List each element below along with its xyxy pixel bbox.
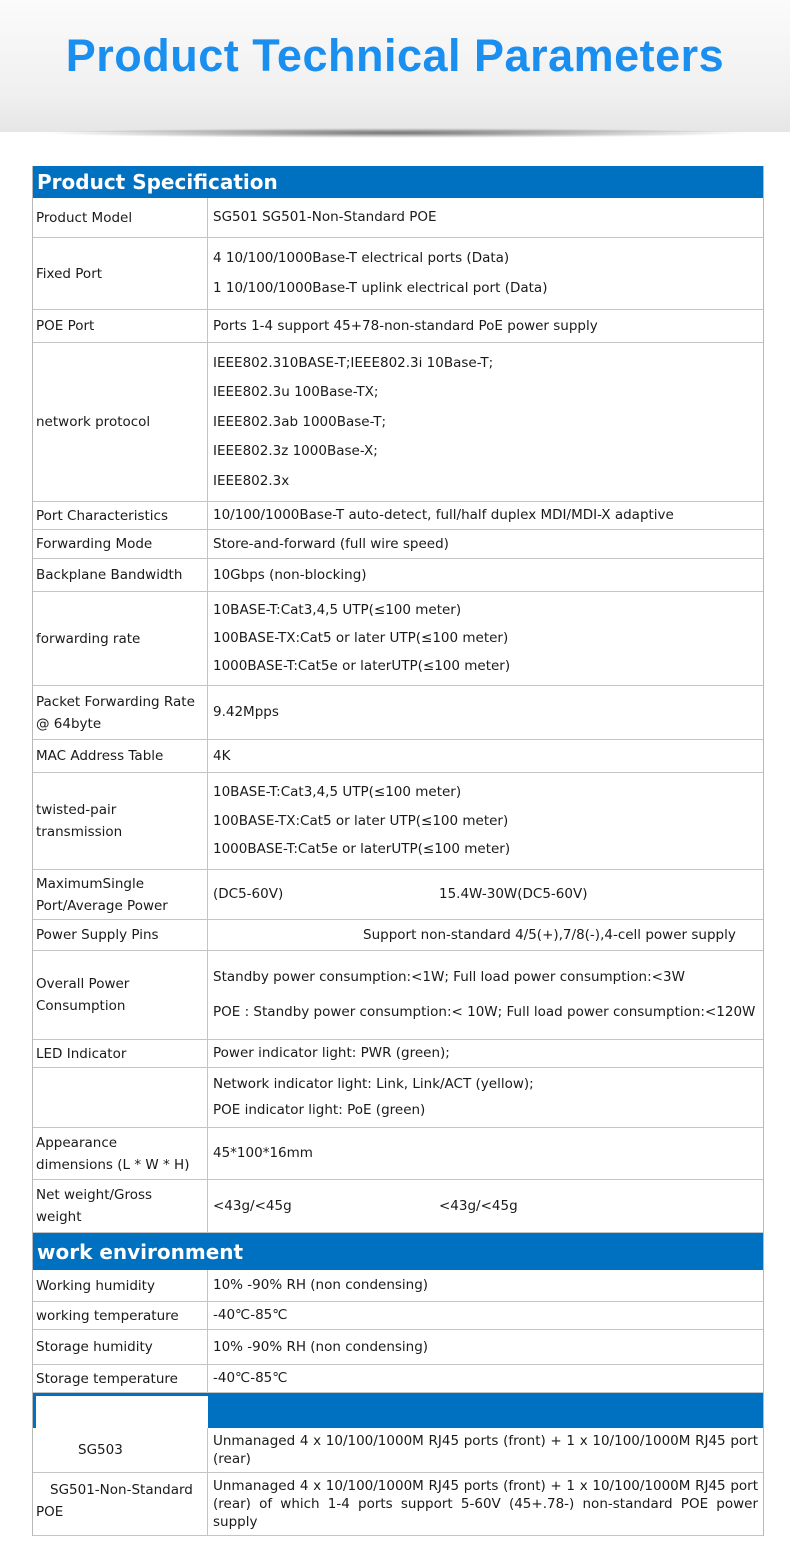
table-row [33, 1330, 763, 1365]
model-header-blank [36, 1396, 208, 1428]
row-label-line: weight [36, 1209, 82, 1225]
row-value [208, 1040, 763, 1067]
row-value [208, 198, 763, 237]
value-line: -40℃-85℃ [213, 1370, 288, 1386]
table-row [33, 343, 763, 502]
value-line: Power indicator light: PWR (green); [213, 1045, 450, 1061]
table-row [33, 951, 763, 1040]
row-label [33, 773, 208, 869]
row-label-line: twisted-pair [36, 802, 117, 818]
row-label-line: MaximumSingle [36, 875, 145, 892]
row-label-line: Storage humidity [36, 1339, 153, 1355]
model-name: SG503 [33, 1428, 208, 1472]
row-label-line: Appearance [36, 1134, 118, 1151]
row-label-line: Overall Power [36, 976, 130, 992]
page-title: Product Technical Parameters [65, 30, 725, 81]
value-part: 15.4W-30W(DC5-60V) [439, 886, 588, 902]
table-row [33, 238, 763, 310]
row-value [208, 310, 763, 342]
value-line: 1 10/100/1000Base-T uplink electrical port (Data) [213, 280, 548, 296]
row-value [208, 502, 763, 529]
row-value [208, 1128, 763, 1179]
value-line: 10% -90% RH (non condensing) [213, 1277, 429, 1293]
row-value [208, 559, 763, 591]
value-part: <43g/<45g [439, 1197, 518, 1214]
value-line: 9.42Mpps [213, 704, 279, 720]
model-header [33, 1393, 763, 1428]
table-row [33, 773, 763, 870]
row-label [33, 310, 208, 342]
row-value [208, 920, 763, 950]
row-label-line: dimensions (L * W * H) [36, 1156, 190, 1173]
value-line: 4 10/100/1000Base-T electrical ports (Data) [213, 250, 510, 266]
value-pair [213, 1197, 758, 1216]
table-row [33, 1365, 763, 1393]
value-line: 10/100/1000Base-T auto-detect, full/half duplex MDI/MDI-X adaptive [213, 507, 674, 523]
row-label [33, 1330, 208, 1364]
row-value [208, 343, 763, 501]
value-line: Support non-standard 4/5(+),7/8(-),4-cell power supply [363, 926, 736, 943]
value-line: 100BASE-TX:Cat5 or later UTP(≤100 meter) [213, 812, 509, 829]
table-row [33, 1302, 763, 1330]
row-label [33, 1365, 208, 1392]
row-value [208, 740, 763, 772]
row-label-line: Packet Forwarding Rate [36, 693, 195, 710]
row-label [33, 238, 208, 309]
row-label [33, 1040, 208, 1067]
value-line: Network indicator light: Link, Link/ACT (yellow); [213, 1076, 534, 1092]
value-line: 45*100*16mm [213, 1145, 313, 1161]
table-row [33, 686, 763, 740]
value-line: IEEE802.3z 1000Base-X; [213, 443, 378, 459]
row-label-line: Net weight/Gross [36, 1187, 153, 1203]
value-line: IEEE802.3ab 1000Base-T; [213, 413, 387, 430]
table-row [33, 870, 763, 920]
value-line: SG501 SG501-Non-Standard POE [213, 209, 437, 225]
row-label-line: Product Model [36, 209, 133, 226]
row-label [33, 1270, 208, 1301]
model-row [33, 1428, 763, 1473]
row-label-line: Working humidity [36, 1277, 155, 1294]
row-label-line: network protocol [36, 414, 151, 430]
row-label-line: working temperature [36, 1307, 179, 1324]
row-label-line: Storage temperature [36, 1370, 178, 1387]
row-label-line: transmission [36, 824, 123, 840]
table-row [33, 920, 763, 951]
value-part: (DC5-60V) [213, 886, 284, 902]
row-label [33, 1180, 208, 1232]
row-value [208, 1180, 763, 1232]
value-line: 4K [213, 747, 231, 764]
table-row [33, 1270, 763, 1302]
value-pair [213, 885, 758, 904]
row-label [33, 502, 208, 529]
table-row [33, 198, 763, 238]
row-label [33, 1302, 208, 1329]
model-name: SG501-Non-Standard POE [33, 1473, 208, 1535]
table-row [33, 1068, 763, 1128]
row-label [33, 559, 208, 591]
row-value [208, 1068, 763, 1127]
row-value [208, 1270, 763, 1301]
row-value [208, 530, 763, 558]
model-description: Unmanaged 4 x 10/100/1000M RJ45 ports (front) + 1 x 10/100/1000M RJ45 port (rear) of which 1-4 ports support 5-60V (45+.78-) non-standard POE power supply [213, 1478, 758, 1530]
row-label-line: Forwarding Mode [36, 536, 153, 552]
row-label-line: Fixed Port [36, 265, 103, 282]
row-label-line: Consumption [36, 998, 126, 1014]
table-row [33, 740, 763, 773]
row-label [33, 951, 208, 1039]
value-line: 100BASE-TX:Cat5 or later UTP(≤100 meter) [213, 630, 509, 646]
value-line: POE indicator light: PoE (green) [213, 1102, 426, 1118]
row-value [208, 773, 763, 869]
table-row [33, 559, 763, 592]
row-label-line: Power Supply Pins [36, 927, 159, 943]
row-value [208, 686, 763, 739]
row-label [33, 1128, 208, 1179]
table-row [33, 502, 763, 530]
table-row [33, 1040, 763, 1068]
value-line: IEEE802.3x [213, 472, 290, 489]
value-line: 1000BASE-T:Cat5e or laterUTP(≤100 meter) [213, 841, 511, 858]
table-row [33, 1180, 763, 1233]
row-label-line: Port/Average Power [36, 897, 168, 914]
row-value [208, 870, 763, 919]
value-line: -40℃-85℃ [213, 1307, 288, 1323]
model-row [33, 1473, 763, 1536]
row-label-line: @ 64byte [36, 715, 102, 732]
row-label-line: forwarding rate [36, 630, 141, 647]
value-line: 10BASE-T:Cat3,4,5 UTP(≤100 meter) [213, 602, 462, 618]
row-label-line: LED Indicator [36, 1045, 127, 1062]
row-label [33, 686, 208, 739]
row-label [33, 343, 208, 501]
row-label-line: POE Port [36, 318, 95, 334]
table-row [33, 1128, 763, 1180]
row-value [208, 1330, 763, 1364]
table-row [33, 592, 763, 686]
value-part: <43g/<45g [213, 1197, 292, 1214]
value-line: Ports 1-4 support 45+78-non-standard PoE power supply [213, 317, 598, 334]
row-label-line: Port Characteristics [36, 507, 168, 524]
value-line: 10BASE-T:Cat3,4,5 UTP(≤100 meter) [213, 783, 462, 800]
value-line: IEEE802.310BASE-T;IEEE802.3i 10Base-T; [213, 354, 494, 371]
row-label-line: MAC Address Table [36, 748, 164, 764]
table-row [33, 530, 763, 559]
row-label [33, 1068, 208, 1127]
value-line: Store-and-forward (full wire speed) [213, 535, 449, 552]
row-value [208, 1365, 763, 1392]
section-header: work environment [33, 1233, 763, 1270]
value-line: POE : Standby power consumption:< 10W; Full load power consumption:<120W [213, 1004, 756, 1021]
value-line: IEEE802.3u 100Base-TX; [213, 384, 379, 400]
row-label [33, 530, 208, 558]
row-value [208, 592, 763, 685]
spec-table [32, 166, 764, 1536]
row-value [208, 951, 763, 1039]
value-line: 10% -90% RH (non condensing) [213, 1338, 429, 1355]
model-description: Unmanaged 4 x 10/100/1000M RJ45 ports (front) + 1 x 10/100/1000M RJ45 port (rear) [213, 1433, 758, 1467]
row-label [33, 740, 208, 772]
row-label [33, 198, 208, 237]
row-value [208, 238, 763, 309]
row-label [33, 592, 208, 685]
banner-shadow [40, 128, 750, 138]
row-label [33, 920, 208, 950]
section-header: Product Specification [33, 166, 763, 198]
value-line: 1000BASE-T:Cat5e or laterUTP(≤100 meter) [213, 658, 511, 674]
value-line: 10Gbps (non-blocking) [213, 566, 367, 583]
table-row [33, 310, 763, 343]
value-line: Standby power consumption:<1W; Full load power consumption:<3W [213, 968, 685, 985]
row-value [208, 1302, 763, 1329]
row-label [33, 870, 208, 919]
row-label-line: Backplane Bandwidth [36, 567, 183, 583]
